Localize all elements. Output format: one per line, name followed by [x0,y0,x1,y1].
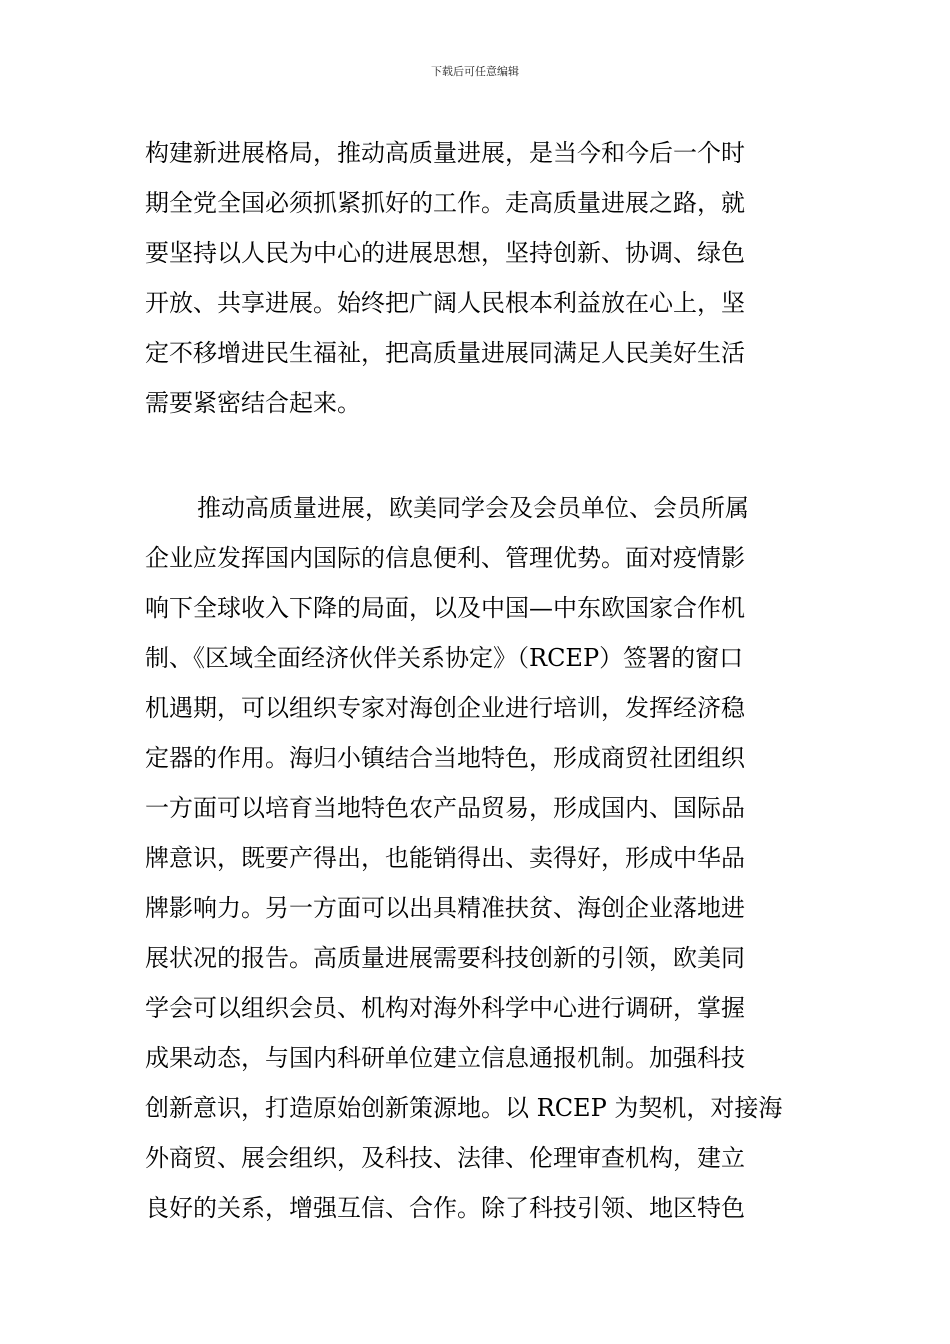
text-line: 需要紧密结合起来。 [145,389,361,417]
text-line: 定器的作用。海归小镇结合当地特色，形成商贸社团组织 [145,744,745,772]
page-header: 下载后可任意编辑 [431,65,519,78]
paragraph-1 [145,128,805,428]
text-line: 学会可以组织会员、机构对海外科学中心进行调研，掌握 [145,994,745,1022]
text-line: 机遇期，可以组织专家对海创企业进行培训，发挥经济稳 [145,694,745,722]
text-line: 一方面可以培育当地特色农产品贸易，形成国内、国际品 [145,794,745,822]
paragraph-2 [145,483,805,1233]
paragraph-spacer [145,428,805,483]
text-line: 开放、共享进展。始终把广阔人民根本利益放在心上，坚 [145,289,745,317]
text-line: 响下全球收入下降的局面，以及中国—中东欧国家合作机 [145,594,745,622]
text-line: 要坚持以人民为中心的进展思想，坚持创新、协调、绿色 [145,239,745,267]
text-line: 构建新进展格局，推动高质量进展，是当今和今后一个时 [145,139,745,167]
text-line: 定不移增进民生福祉，把高质量进展同满足人民美好生活 [145,339,745,367]
text-line: 良好的关系，增强互信、合作。除了科技引领、地区特色 [145,1194,745,1222]
text-line: 制、《区域全面经济伙伴关系协定》（RCEP）签署的窗口 [145,644,744,672]
text-line: 牌意识，既要产得出，也能销得出、卖得好，形成中华品 [145,844,745,872]
text-line: 牌影响力。另一方面可以出具精准扶贫、海创企业落地进 [145,894,745,922]
text-line: 展状况的报告。高质量进展需要科技创新的引领，欧美同 [145,944,745,972]
text-line: 外商贸、展会组织，及科技、法律、伦理审查机构，建立 [145,1144,745,1172]
text-line: 成果动态，与国内科研单位建立信息通报机制。加强科技 [145,1044,745,1072]
text-line: 期全党全国必须抓紧抓好的工作。走高质量进展之路，就 [145,189,745,217]
text-line: 创新意识，打造原始创新策源地。以 RCEP 为契机，对接海 [145,1094,783,1122]
text-line: 企业应发挥国内国际的信息便利、管理优势。面对疫情影 [145,544,745,572]
text-line: 推动高质量进展，欧美同学会及会员单位、会员所属 [197,494,749,522]
document-body [145,128,805,1233]
